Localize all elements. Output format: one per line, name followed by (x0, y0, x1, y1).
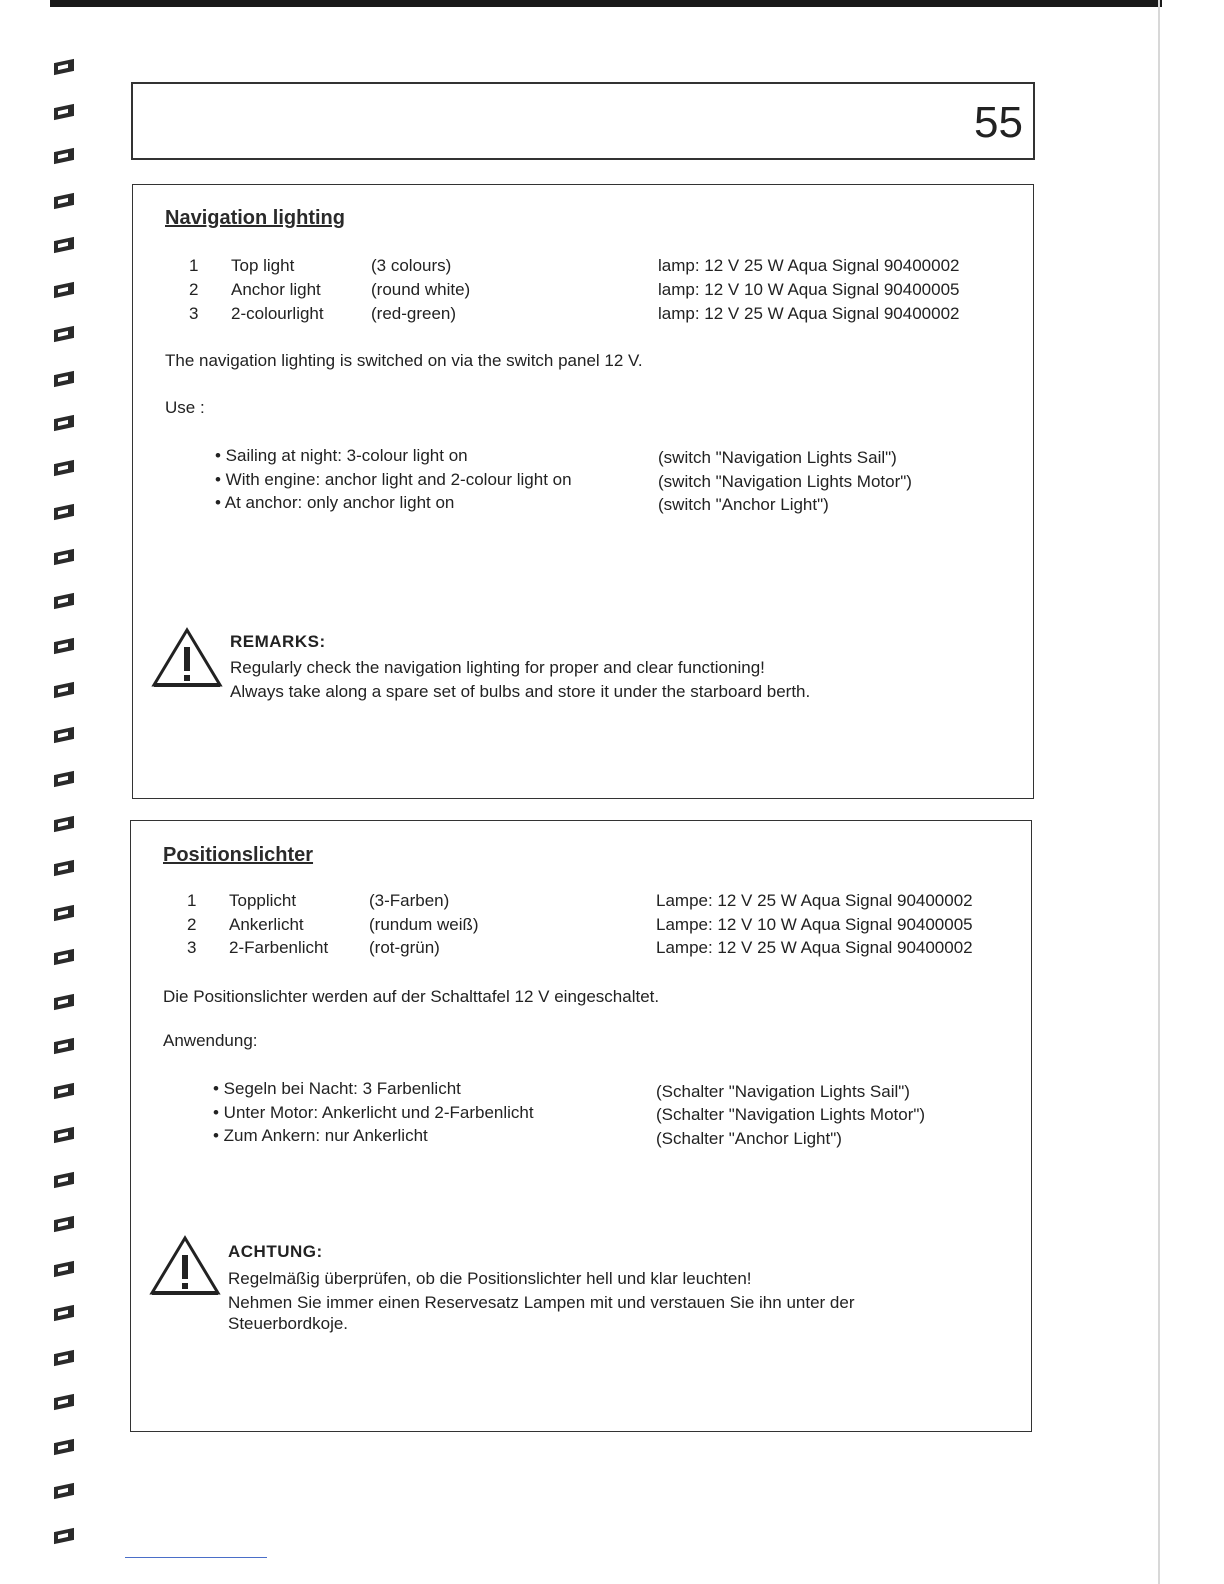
binding-ring (52, 414, 76, 432)
page-right-edge (1158, 0, 1160, 1584)
binding-ring (52, 726, 76, 744)
lamp-spec: Lampe: 12 V 10 W Aqua Signal 90400005 (656, 915, 973, 934)
remarks-title: REMARKS: (230, 632, 326, 651)
light-description: (3 colours) (371, 256, 452, 275)
binding-ring (52, 1260, 76, 1278)
light-number: 1 (187, 891, 197, 910)
binding-ring (52, 548, 76, 566)
light-number: 1 (189, 256, 199, 275)
remarks-title: ACHTUNG: (228, 1242, 323, 1261)
binding-ring (52, 993, 76, 1011)
light-description: (rot-grün) (369, 938, 440, 957)
light-name: Anchor light (231, 280, 321, 299)
binding-ring (52, 103, 76, 121)
binding-ring (52, 1126, 76, 1144)
intro-text: The navigation lighting is switched on via the switch panel 12 V. (165, 351, 643, 370)
light-name: Ankerlicht (229, 915, 304, 934)
use-item: • Sailing at night: 3-colour light on (215, 446, 468, 465)
remarks-line: Regelmäßig überprüfen, ob die Positionslichter hell und klar leuchten! (228, 1269, 752, 1288)
binding-ring (52, 325, 76, 343)
lamp-spec: lamp: 12 V 25 W Aqua Signal 90400002 (658, 304, 960, 323)
binding-ring (52, 1171, 76, 1189)
binding-ring (52, 1304, 76, 1322)
light-number: 2 (187, 915, 197, 934)
binding-ring (52, 637, 76, 655)
page-number: 55 (974, 98, 1023, 147)
binding-ring (52, 459, 76, 477)
light-number: 3 (187, 938, 197, 957)
switch-note: (switch "Anchor Light") (658, 495, 829, 514)
remarks-line: Nehmen Sie immer einen Reservesatz Lampen mit und verstauen Sie ihn unter der (228, 1293, 855, 1312)
footer-line (125, 1557, 267, 1558)
lamp-spec: Lampe: 12 V 25 W Aqua Signal 90400002 (656, 938, 973, 957)
warning-icon (149, 1235, 221, 1297)
section-title: Positionslichter (163, 844, 314, 866)
binding-ring (52, 859, 76, 877)
binding-ring (52, 1349, 76, 1367)
switch-note: (Schalter "Anchor Light") (656, 1129, 842, 1148)
lamp-spec: lamp: 12 V 25 W Aqua Signal 90400002 (658, 256, 960, 275)
intro-text: Die Positionslichter werden auf der Schalttafel 12 V eingeschaltet. (163, 987, 660, 1006)
switch-note: (Schalter "Navigation Lights Motor") (656, 1105, 926, 1124)
binding-ring (52, 1438, 76, 1456)
binding-ring (52, 948, 76, 966)
use-label: Anwendung: (163, 1031, 258, 1050)
binding-ring (52, 904, 76, 922)
binding-ring (52, 1527, 76, 1545)
binding-ring (52, 503, 76, 521)
remarks-line: Regularly check the navigation lighting for proper and clear functioning! (230, 658, 765, 677)
section-title: Navigation lighting (165, 207, 345, 229)
switch-note: (switch "Navigation Lights Sail") (658, 448, 897, 467)
light-description: (round white) (371, 280, 471, 299)
switch-note: (switch "Navigation Lights Motor") (658, 472, 912, 491)
page-header (131, 82, 1035, 160)
use-item: • Zum Ankern: nur Ankerlicht (213, 1126, 428, 1145)
light-description: (rundum weiß) (369, 915, 479, 934)
binding-ring (52, 1482, 76, 1500)
light-number: 2 (189, 280, 199, 299)
binding-ring (52, 1037, 76, 1055)
use-item: • At anchor: only anchor light on (215, 493, 455, 512)
binding-ring (52, 681, 76, 699)
binding-ring (52, 1215, 76, 1233)
spiral-binding (52, 50, 82, 1560)
binding-ring (52, 370, 76, 388)
binding-ring (52, 770, 76, 788)
binding-ring (52, 1082, 76, 1100)
light-name: Top light (231, 256, 295, 275)
positionslichter-section (130, 820, 1032, 1432)
binding-ring (52, 236, 76, 254)
light-name: 2-Farbenlicht (229, 938, 329, 957)
binding-ring (52, 58, 76, 76)
lamp-spec: lamp: 12 V 10 W Aqua Signal 90400005 (658, 280, 960, 299)
navigation-lighting-section (132, 184, 1034, 799)
lamp-spec: Lampe: 12 V 25 W Aqua Signal 90400002 (656, 891, 973, 910)
light-description: (3-Farben) (369, 891, 450, 910)
use-item: • With engine: anchor light and 2-colour light on (215, 470, 572, 489)
binding-ring (52, 281, 76, 299)
warning-icon (151, 627, 223, 689)
light-description: (red-green) (371, 304, 457, 323)
light-name: 2-colourlight (231, 304, 324, 323)
binding-ring (52, 192, 76, 210)
switch-note: (Schalter "Navigation Lights Sail") (656, 1082, 910, 1101)
use-item: • Unter Motor: Ankerlicht und 2-Farbenlicht (213, 1103, 534, 1122)
binding-ring (52, 1393, 76, 1411)
light-number: 3 (189, 304, 199, 323)
use-item: • Segeln bei Nacht: 3 Farbenlicht (213, 1079, 461, 1098)
page-top-edge (50, 0, 1162, 7)
binding-ring (52, 815, 76, 833)
use-label: Use : (165, 398, 205, 417)
binding-ring (52, 147, 76, 165)
light-name: Topplicht (229, 891, 297, 910)
remarks-line: Always take along a spare set of bulbs and store it under the starboard berth. (230, 682, 811, 701)
remarks-line: Steuerbordkoje. (228, 1314, 349, 1333)
binding-ring (52, 592, 76, 610)
